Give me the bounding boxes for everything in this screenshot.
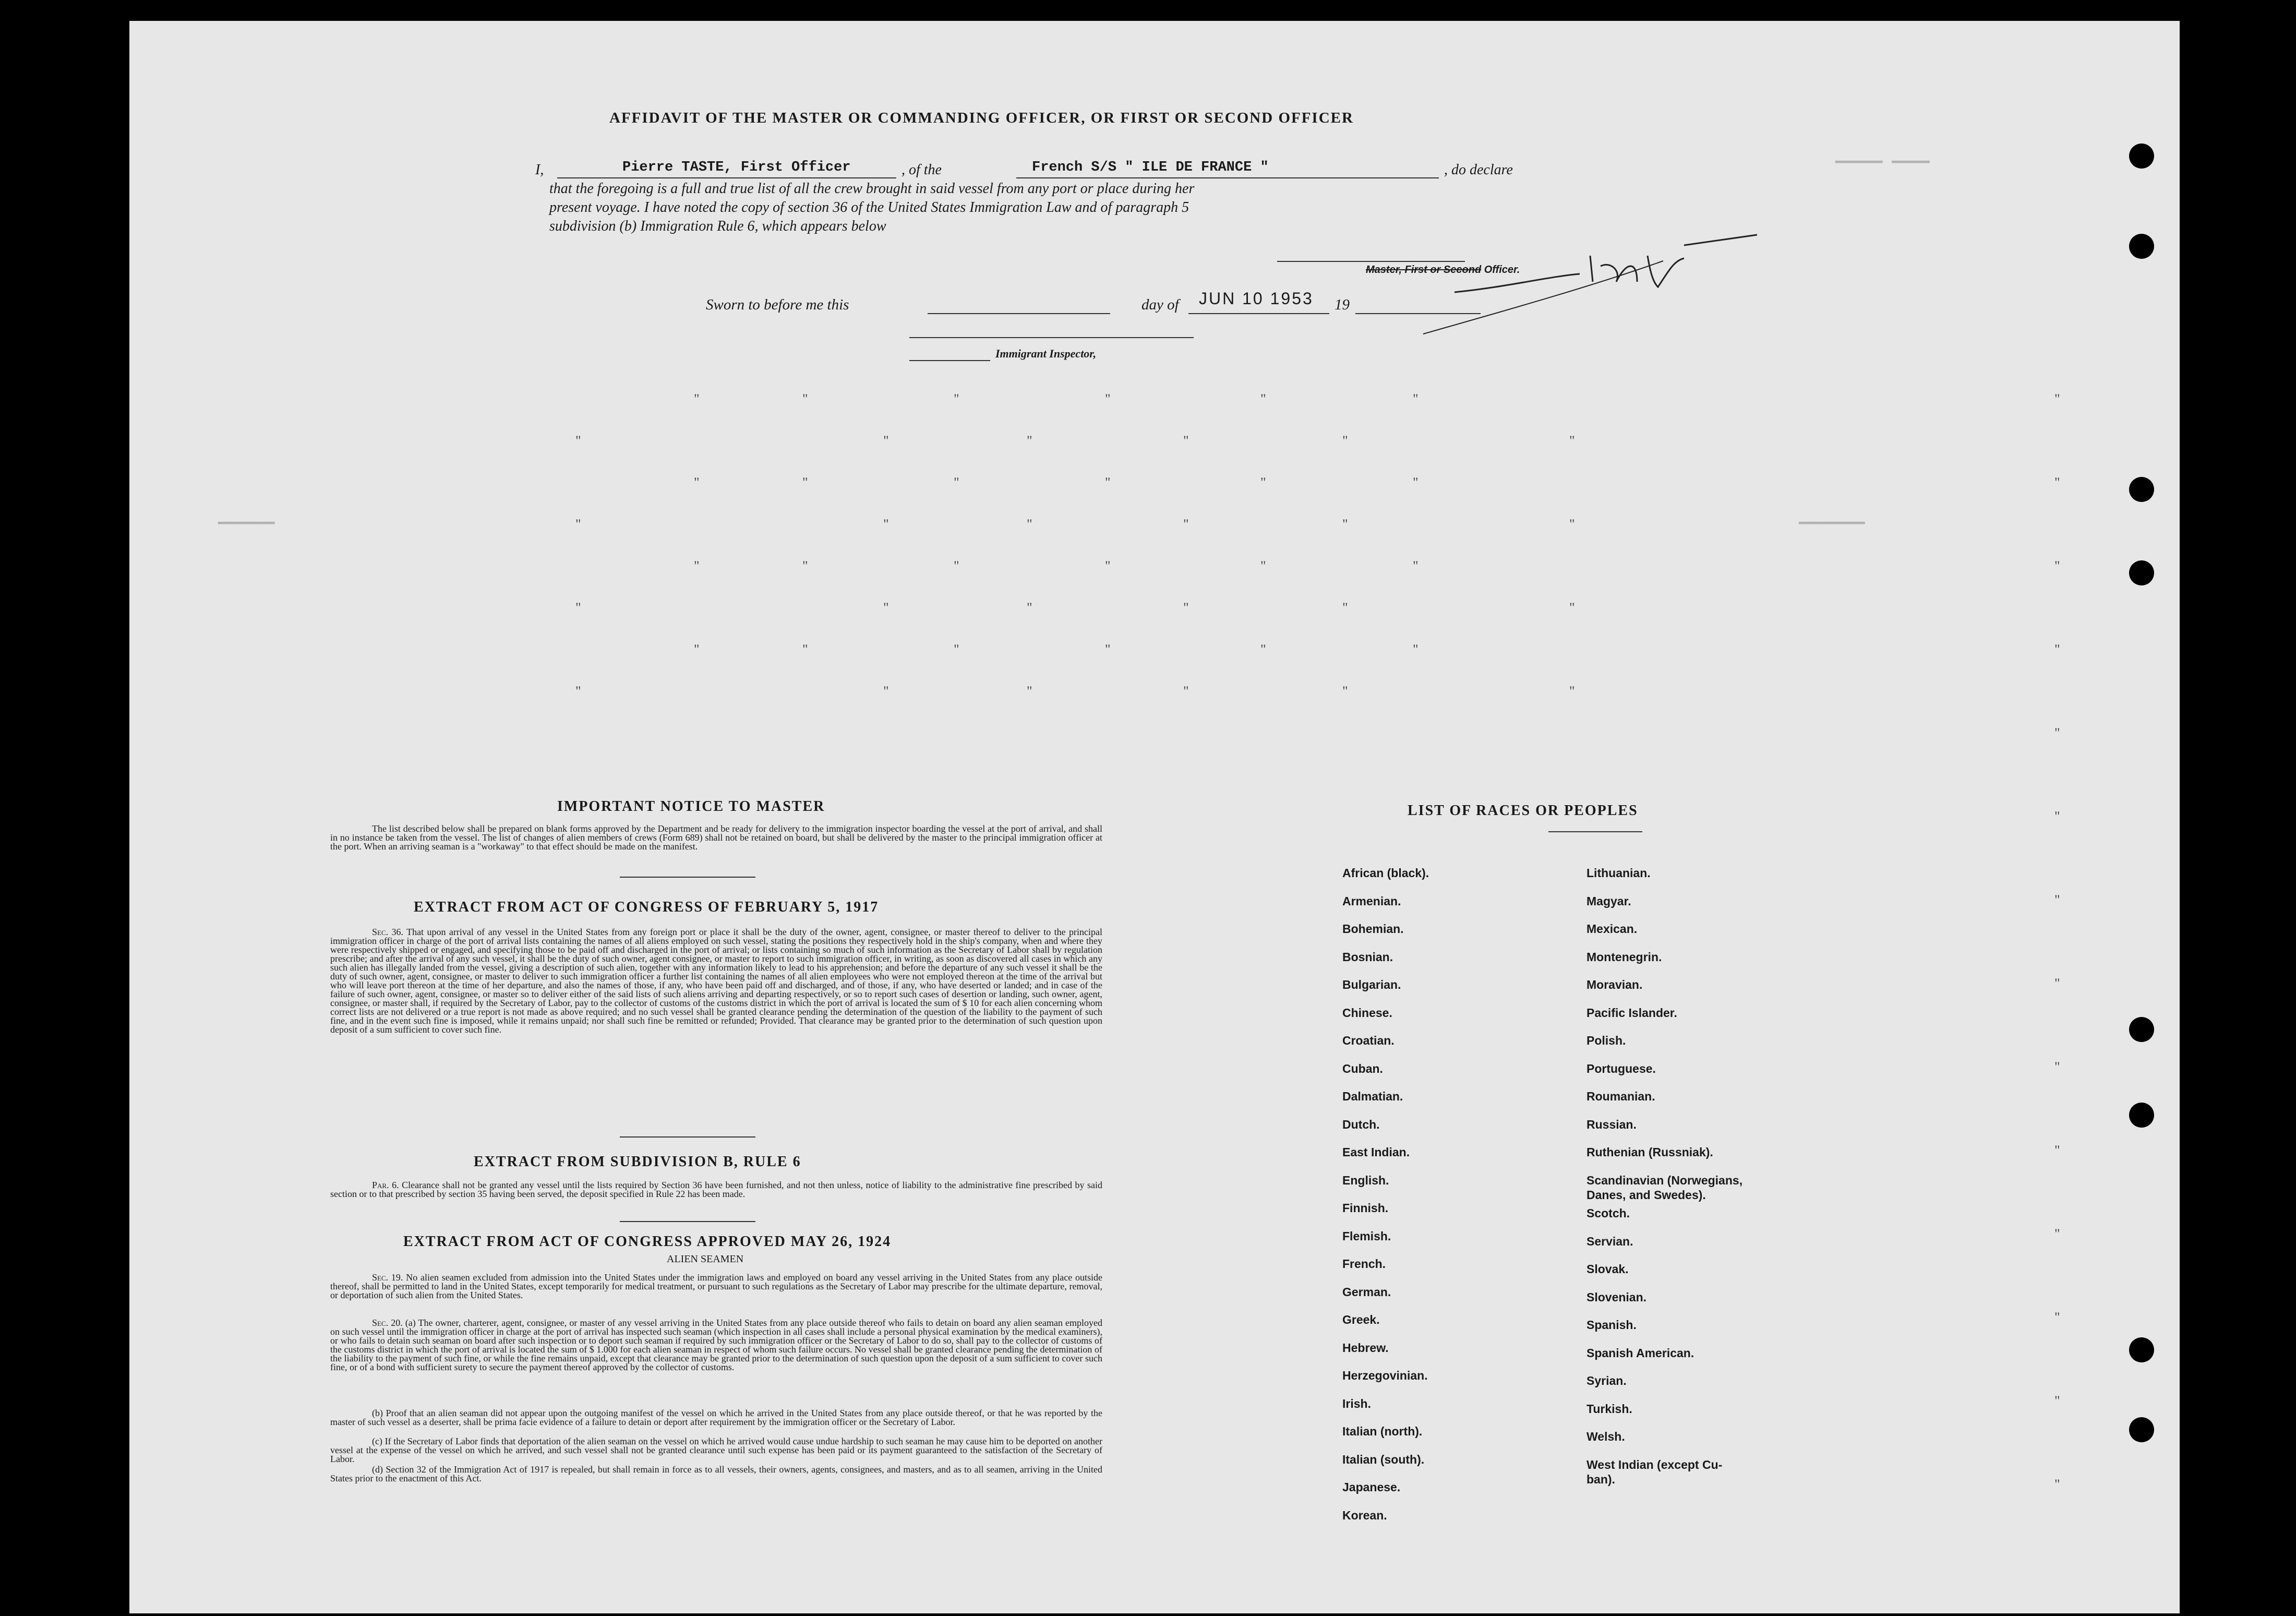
- race-item: Armenian.: [1342, 894, 1401, 908]
- ditto-mark: ": [1105, 475, 1111, 490]
- divider: [1548, 831, 1642, 832]
- of-the-text: , of the: [901, 162, 942, 178]
- ditto-mark: ": [1260, 475, 1266, 490]
- ditto-mark: ": [1413, 642, 1419, 657]
- do-declare-text: , do declare: [1444, 162, 1513, 178]
- ditto-mark: ": [575, 684, 581, 699]
- ditto-mark: ": [2054, 1226, 2060, 1241]
- ditto-mark: ": [1342, 684, 1348, 699]
- ditto-mark: ": [1183, 433, 1189, 448]
- ditto-mark: ": [575, 600, 581, 615]
- ditto-mark: ": [1027, 684, 1032, 699]
- ditto-mark: ": [1260, 391, 1266, 406]
- affidavit-body-line1: that the foregoing is a full and true list of all the crew brought in said vessel from any port or place during her: [549, 181, 1195, 197]
- ditto-mark: ": [1413, 475, 1419, 490]
- ditto-mark: ": [1569, 433, 1575, 448]
- race-item: Herzegovinian.: [1342, 1369, 1428, 1382]
- ditto-mark: ": [2054, 558, 2060, 573]
- ditto-mark: ": [2054, 976, 2060, 991]
- inspector-signature-line: [909, 360, 990, 361]
- affidavit-body-line3: subdivision (b) Immigration Rule 6, which appears below: [549, 218, 886, 234]
- officer-title-caption: [1366, 264, 1520, 276]
- race-item: Scandinavian (Norwegians,: [1586, 1173, 1743, 1187]
- race-item: Spanish American.: [1586, 1346, 1694, 1360]
- ditto-mark: ": [694, 391, 700, 406]
- ditto-mark: ": [954, 642, 959, 657]
- ditto-mark: ": [1342, 600, 1348, 615]
- notice-title: IMPORTANT NOTICE TO MASTER: [557, 798, 825, 815]
- race-item: Slovenian.: [1586, 1290, 1647, 1304]
- race-item: Croatian.: [1342, 1034, 1395, 1047]
- officer-signature: [1392, 224, 1788, 344]
- sec19-label: Sec. 19.: [372, 1272, 403, 1283]
- ditto-mark: ": [954, 475, 959, 490]
- race-item: West Indian (except Cu-: [1586, 1457, 1723, 1471]
- officer-name-line: [557, 177, 896, 178]
- ditto-mark: ": [2054, 725, 2060, 740]
- sec20b-body: (b) Proof that an alien seaman did not appear upon the outgoing manifest of the vessel on which he arrived in the United States from any place outside thereof, or that he was reported by the master of such vessel as a deserter, shall be prima facie evidence of a failure to detain or deport after requirement by the immigration officer or the Secretary of Labor.: [330, 1408, 1102, 1427]
- sec20-label: Sec. 20.: [372, 1318, 403, 1328]
- ditto-mark: ": [1027, 433, 1032, 448]
- race-item: German.: [1342, 1285, 1391, 1299]
- date-line: [1188, 313, 1329, 314]
- race-item: Irish.: [1342, 1396, 1371, 1410]
- ditto-mark: ": [1183, 600, 1189, 615]
- race-item: Chinese.: [1342, 1005, 1392, 1020]
- ditto-mark: ": [2054, 1310, 2060, 1325]
- sec19-body: No alien seamen excluded from admission into the United States under the immigration laws and employed on board any vessel arriving in the United States from any place outside thereof, shall be permitted to land in the United States, except temporarily for medical treatment, or pursuant to such regulations as the Secretary of Labor may prescribe for the ultimate departure, removal, or deportation of such alien from the United States.: [330, 1272, 1103, 1300]
- race-item: East Indian.: [1342, 1145, 1410, 1159]
- year-prefix: 19: [1335, 296, 1350, 313]
- race-item: French.: [1342, 1257, 1386, 1271]
- par6-label: Par. 6.: [372, 1180, 399, 1190]
- ditto-mark: ": [2054, 391, 2060, 406]
- ditto-mark: ": [954, 558, 959, 573]
- races-title: LIST OF RACES OR PEOPLES: [1408, 803, 1638, 819]
- ditto-mark: ": [802, 391, 808, 406]
- ditto-mark: ": [1260, 558, 1266, 573]
- race-item: Moravian.: [1586, 978, 1643, 991]
- race-item: African (black).: [1342, 866, 1429, 880]
- race-item: Dalmatian.: [1342, 1090, 1403, 1103]
- race-item: Flemish.: [1342, 1229, 1391, 1243]
- race-item: Ruthenian (Russniak).: [1586, 1145, 1713, 1159]
- ditto-mark: ": [2054, 475, 2060, 490]
- divider: [620, 1136, 755, 1138]
- divider: [620, 1221, 755, 1222]
- race-item: Lithuanian.: [1586, 866, 1651, 880]
- race-item: English.: [1342, 1173, 1389, 1187]
- ditto-mark: ": [575, 433, 581, 448]
- affidavit-body-line2: present voyage. I have noted the copy of section 36 of the United States Immigration Law and of paragraph 5: [549, 199, 1189, 216]
- ditto-mark: ": [1342, 433, 1348, 448]
- race-item: Danes, and Swedes).: [1586, 1188, 1706, 1202]
- vessel-name: French S/S " ILE DE FRANCE ": [1032, 160, 1269, 175]
- race-item: Scotch.: [1586, 1206, 1630, 1220]
- ditto-mark: ": [1105, 391, 1111, 406]
- ditto-mark: ": [1569, 517, 1575, 532]
- vessel-name-line: [1016, 177, 1439, 178]
- ditto-mark: ": [1105, 558, 1111, 573]
- ditto-mark: ": [1027, 600, 1032, 615]
- race-item: ban).: [1586, 1472, 1615, 1486]
- sec20c-body: (c) If the Secretary of Labor finds that deportation of the alien seaman on the vessel on which he arrived would cause undue hardship to such seaman he may cause him to be deported on another vessel at the expense of the vessel on which he arrived, and such vessel shall not be granted clearance until such expense has been paid or its payment guaranteed to the satisfaction of the Secretary of Labor.: [330, 1436, 1102, 1464]
- ditto-mark: ": [883, 517, 889, 532]
- race-item: Spanish.: [1586, 1318, 1637, 1332]
- officer-caption: Officer.: [1484, 264, 1520, 276]
- ditto-mark: ": [1183, 684, 1189, 699]
- race-item: Mexican.: [1586, 922, 1638, 936]
- sec19-text: [330, 1273, 1102, 1300]
- ditto-mark: ": [2054, 1477, 2060, 1492]
- punch-hole: [2129, 1017, 2154, 1042]
- affidavit-i: I,: [535, 162, 544, 178]
- race-item: Pacific Islander.: [1586, 1005, 1677, 1020]
- ditto-mark: ": [1105, 642, 1111, 657]
- year-line: [1355, 313, 1481, 314]
- race-item: Polish.: [1586, 1034, 1626, 1047]
- day-of-text: day of: [1141, 296, 1179, 313]
- race-item: Magyar.: [1586, 894, 1631, 908]
- ditto-mark: ": [1413, 391, 1419, 406]
- subdivision-text: [330, 1181, 1102, 1199]
- sworn-text: Sworn to before me this: [706, 296, 849, 313]
- punch-hole: [2129, 143, 2154, 169]
- ditto-mark: ": [1260, 642, 1266, 657]
- punch-hole: [2129, 1417, 2154, 1442]
- ditto-mark: ": [694, 558, 700, 573]
- sec20a-body: (a) The owner, charterer, agent, consignee, or master of any vessel arriving in the United States from any place outside thereof who fails to detain on board any alien seaman employed on such vessel until the immigration officer in charge at the port of arrival has inspected such seaman (which inspection in all cases shall include a personal physical examination by the medical examiners), or who fails to detain such seaman on board after such inspection or to deport such seaman if required by such immigration officer or the Secretary of Labor to do so, shall pay to the collector of customs of the customs district in which the port of arrival is located the sum of $ 1.000 for each alien seaman in respect of whom such failure occurs. No vessel shall be granted clearance pending the determination of the liability to the payment of such fine, or while the fine remains unpaid, except that clearance may be granted prior to the determination of such question upon the deposit of a sum sufficient to cover such fine, or of a bond with sufficient surety to secure the payment thereof approved by the collector of customs.: [330, 1318, 1103, 1372]
- ditto-mark: ": [2054, 1143, 2060, 1158]
- subdivision-title: EXTRACT FROM SUBDIVISION B, RULE 6: [474, 1154, 801, 1170]
- race-item: Italian (north).: [1342, 1425, 1423, 1438]
- punch-hole: [2129, 234, 2154, 259]
- ditto-mark: ": [2054, 809, 2060, 824]
- ditto-mark: ": [694, 642, 700, 657]
- race-item: Syrian.: [1586, 1374, 1627, 1387]
- ditto-mark: ": [2054, 642, 2060, 657]
- ditto-mark: ": [954, 391, 959, 406]
- race-item: Turkish.: [1586, 1402, 1632, 1416]
- punch-hole: [2129, 560, 2154, 585]
- race-item: Finnish.: [1342, 1201, 1389, 1215]
- race-item: Montenegrin.: [1586, 950, 1662, 964]
- punch-hole: [2129, 1337, 2154, 1362]
- ditto-mark: ": [802, 558, 808, 573]
- ditto-mark: ": [883, 684, 889, 699]
- sec20c-text: [330, 1437, 1102, 1464]
- ditto-mark: ": [1413, 558, 1419, 573]
- sec20a-text: [330, 1319, 1102, 1372]
- race-item: Japanese.: [1342, 1480, 1401, 1494]
- struck-caption: Master, First or Second: [1366, 264, 1482, 276]
- race-item: Greek.: [1342, 1313, 1380, 1326]
- race-item: Russian.: [1586, 1117, 1637, 1131]
- alien-seamen-subtitle: ALIEN SEAMEN: [667, 1253, 744, 1265]
- race-item: Korean.: [1342, 1508, 1387, 1522]
- punch-hole: [2129, 477, 2154, 502]
- ditto-mark: ": [1183, 517, 1189, 532]
- punch-hole: [2129, 1103, 2154, 1128]
- extract-1917-text: [330, 928, 1102, 1034]
- ditto-mark: ": [575, 517, 581, 532]
- signature-line: [1277, 261, 1465, 262]
- ditto-mark: ": [2054, 1059, 2060, 1074]
- race-item: Slovak.: [1586, 1262, 1629, 1276]
- par6-body: Clearance shall not be granted any vessel until the lists required by Section 36 have been furnished, and not then unless, notice of liability to the administrative fine prescribed by said section or to that prescribed by section 35 having been served, the deposit specified in Rule 22 has been made.: [330, 1180, 1102, 1199]
- date-stamp: JUN 10 1953: [1199, 289, 1314, 308]
- notice-body: The list described below shall be prepared on blank forms approved by the Department and be ready for delivery to the immigration inspector boarding the vessel at the port of arrival, and shall in no instance be taken from the vessel. The list of changes of alien members of crews (Form 689) shall not be retained on board, but shall be delivered by the master to the principal immigration officer at the port. When an arriving seaman is a "workaway" to that effect should be made on the manifest.: [330, 823, 1102, 852]
- inspector-caption: Immigrant Inspector,: [995, 347, 1097, 360]
- officer-name: Pierre TASTE, First Officer: [622, 160, 851, 175]
- document-sheet: [129, 21, 2180, 1613]
- race-item: Bohemian.: [1342, 922, 1404, 936]
- ditto-mark: ": [1569, 684, 1575, 699]
- ditto-mark: ": [1569, 600, 1575, 615]
- extract-1917-title: EXTRACT FROM ACT OF CONGRESS OF FEBRUARY 5, 1917: [414, 899, 879, 915]
- race-item: Bulgarian.: [1342, 978, 1401, 991]
- bleed-through-text: ▁▁▁▁▁ ▁▁▁▁: [1835, 147, 1930, 164]
- sec36-label: Sec. 36.: [372, 927, 404, 937]
- race-item: Bosnian.: [1342, 950, 1393, 964]
- race-item: Dutch.: [1342, 1117, 1380, 1131]
- ditto-mark: ": [1342, 517, 1348, 532]
- ditto-mark: ": [883, 600, 889, 615]
- ditto-mark: ": [802, 642, 808, 657]
- sec20d-text: [330, 1465, 1102, 1483]
- notice-text: [330, 824, 1102, 851]
- sworn-day-line: [928, 313, 1110, 314]
- extract-1924-title: EXTRACT FROM ACT OF CONGRESS APPROVED MAY 26, 1924: [403, 1234, 892, 1250]
- ditto-mark: ": [802, 475, 808, 490]
- ditto-mark: ": [694, 475, 700, 490]
- ditto-mark: ": [2054, 892, 2060, 907]
- ditto-mark: ": [1027, 517, 1032, 532]
- race-item: Welsh.: [1586, 1430, 1625, 1443]
- divider: [620, 877, 755, 878]
- sec20b-text: [330, 1409, 1102, 1427]
- race-item: Servian.: [1586, 1234, 1633, 1248]
- sec36-body: That upon arrival of any vessel in the United States from any foreign port or place it shall be the duty of the owner, agent, consignee, or master thereof to deliver to the principal immigration officer in charge of the port of arrival lists containing the names of all aliens employed on such vessel, stating the positions they respectively hold in the ship's company, when and where they were respectively shipped or engaged, and specifying those to be paid off and discharged in the port of arrival; or lists containing so much of such information as the Secretary of Labor shall by regulation prescribe; and after the arrival of any such vessel, it shall be the duty of such owner, agent consignee, or master to report to such immigration officer, in writing, as soon as discovered all cases in which any such alien has illegally landed from the vessel, giving a description of such alien, together with any information likely to lead to his apprehension; and before the departure of any such vessel it shall be the duty of such owner, agent, consignee, or master to deliver to such immigration officer a further list containing the names of all alien employees who were not employed thereon at the time of the arrival but who will leave port thereon at the time of her departure, and also the names of those, if any, who have been paid off and discharged, and of those, if any, who have deserted or landed; and in case of the failure of such owner, agent, consignee, or master so to deliver either of the said lists of such aliens arriving and departing respectively, or so to report such cases of desertion or landing, such owner, agent, consignee, or master shall, if required by the Secretary of Labor, pay to the collector of customs of the customs district in which the port of arrival is located the sum of $ 10 for each alien concerning whom correct lists are not delivered or a true report is not made as above required; and no such vessel shall be granted clearance pending the determination of the question of the liability to the payment of such fine, and in the event such fine is imposed, while it remains unpaid; nor shall such fine be remitted or refunded; Provided. That clearance may be granted prior to the determination of such question upon deposit of a sum sufficient to cover such fine.: [330, 927, 1102, 1035]
- race-item: Cuban.: [1342, 1061, 1383, 1075]
- bleed-through-text: ▁▁▁▁▁▁▁: [1799, 508, 1865, 525]
- inspector-upper-line: [909, 337, 1194, 338]
- race-item: Italian (south).: [1342, 1452, 1425, 1466]
- race-item: Roumanian.: [1586, 1090, 1655, 1103]
- bleed-through-text: ▁▁▁▁▁▁: [218, 508, 275, 525]
- affidavit-heading: AFFIDAVIT OF THE MASTER OR COMMANDING OFFICER, OR FIRST OR SECOND OFFICER: [609, 110, 1354, 126]
- ditto-mark: ": [2054, 1393, 2060, 1408]
- race-item: Hebrew.: [1342, 1340, 1389, 1355]
- race-item: Portuguese.: [1586, 1061, 1656, 1075]
- sec20d-body: (d) Section 32 of the Immigration Act of 1917 is repealed, but shall remain in force as to all vessels, their owners, agents, consignees, and masters, and as to all seamen, arriving in the United States prior to the enactment of this Act.: [330, 1464, 1102, 1483]
- ditto-mark: ": [883, 433, 889, 448]
